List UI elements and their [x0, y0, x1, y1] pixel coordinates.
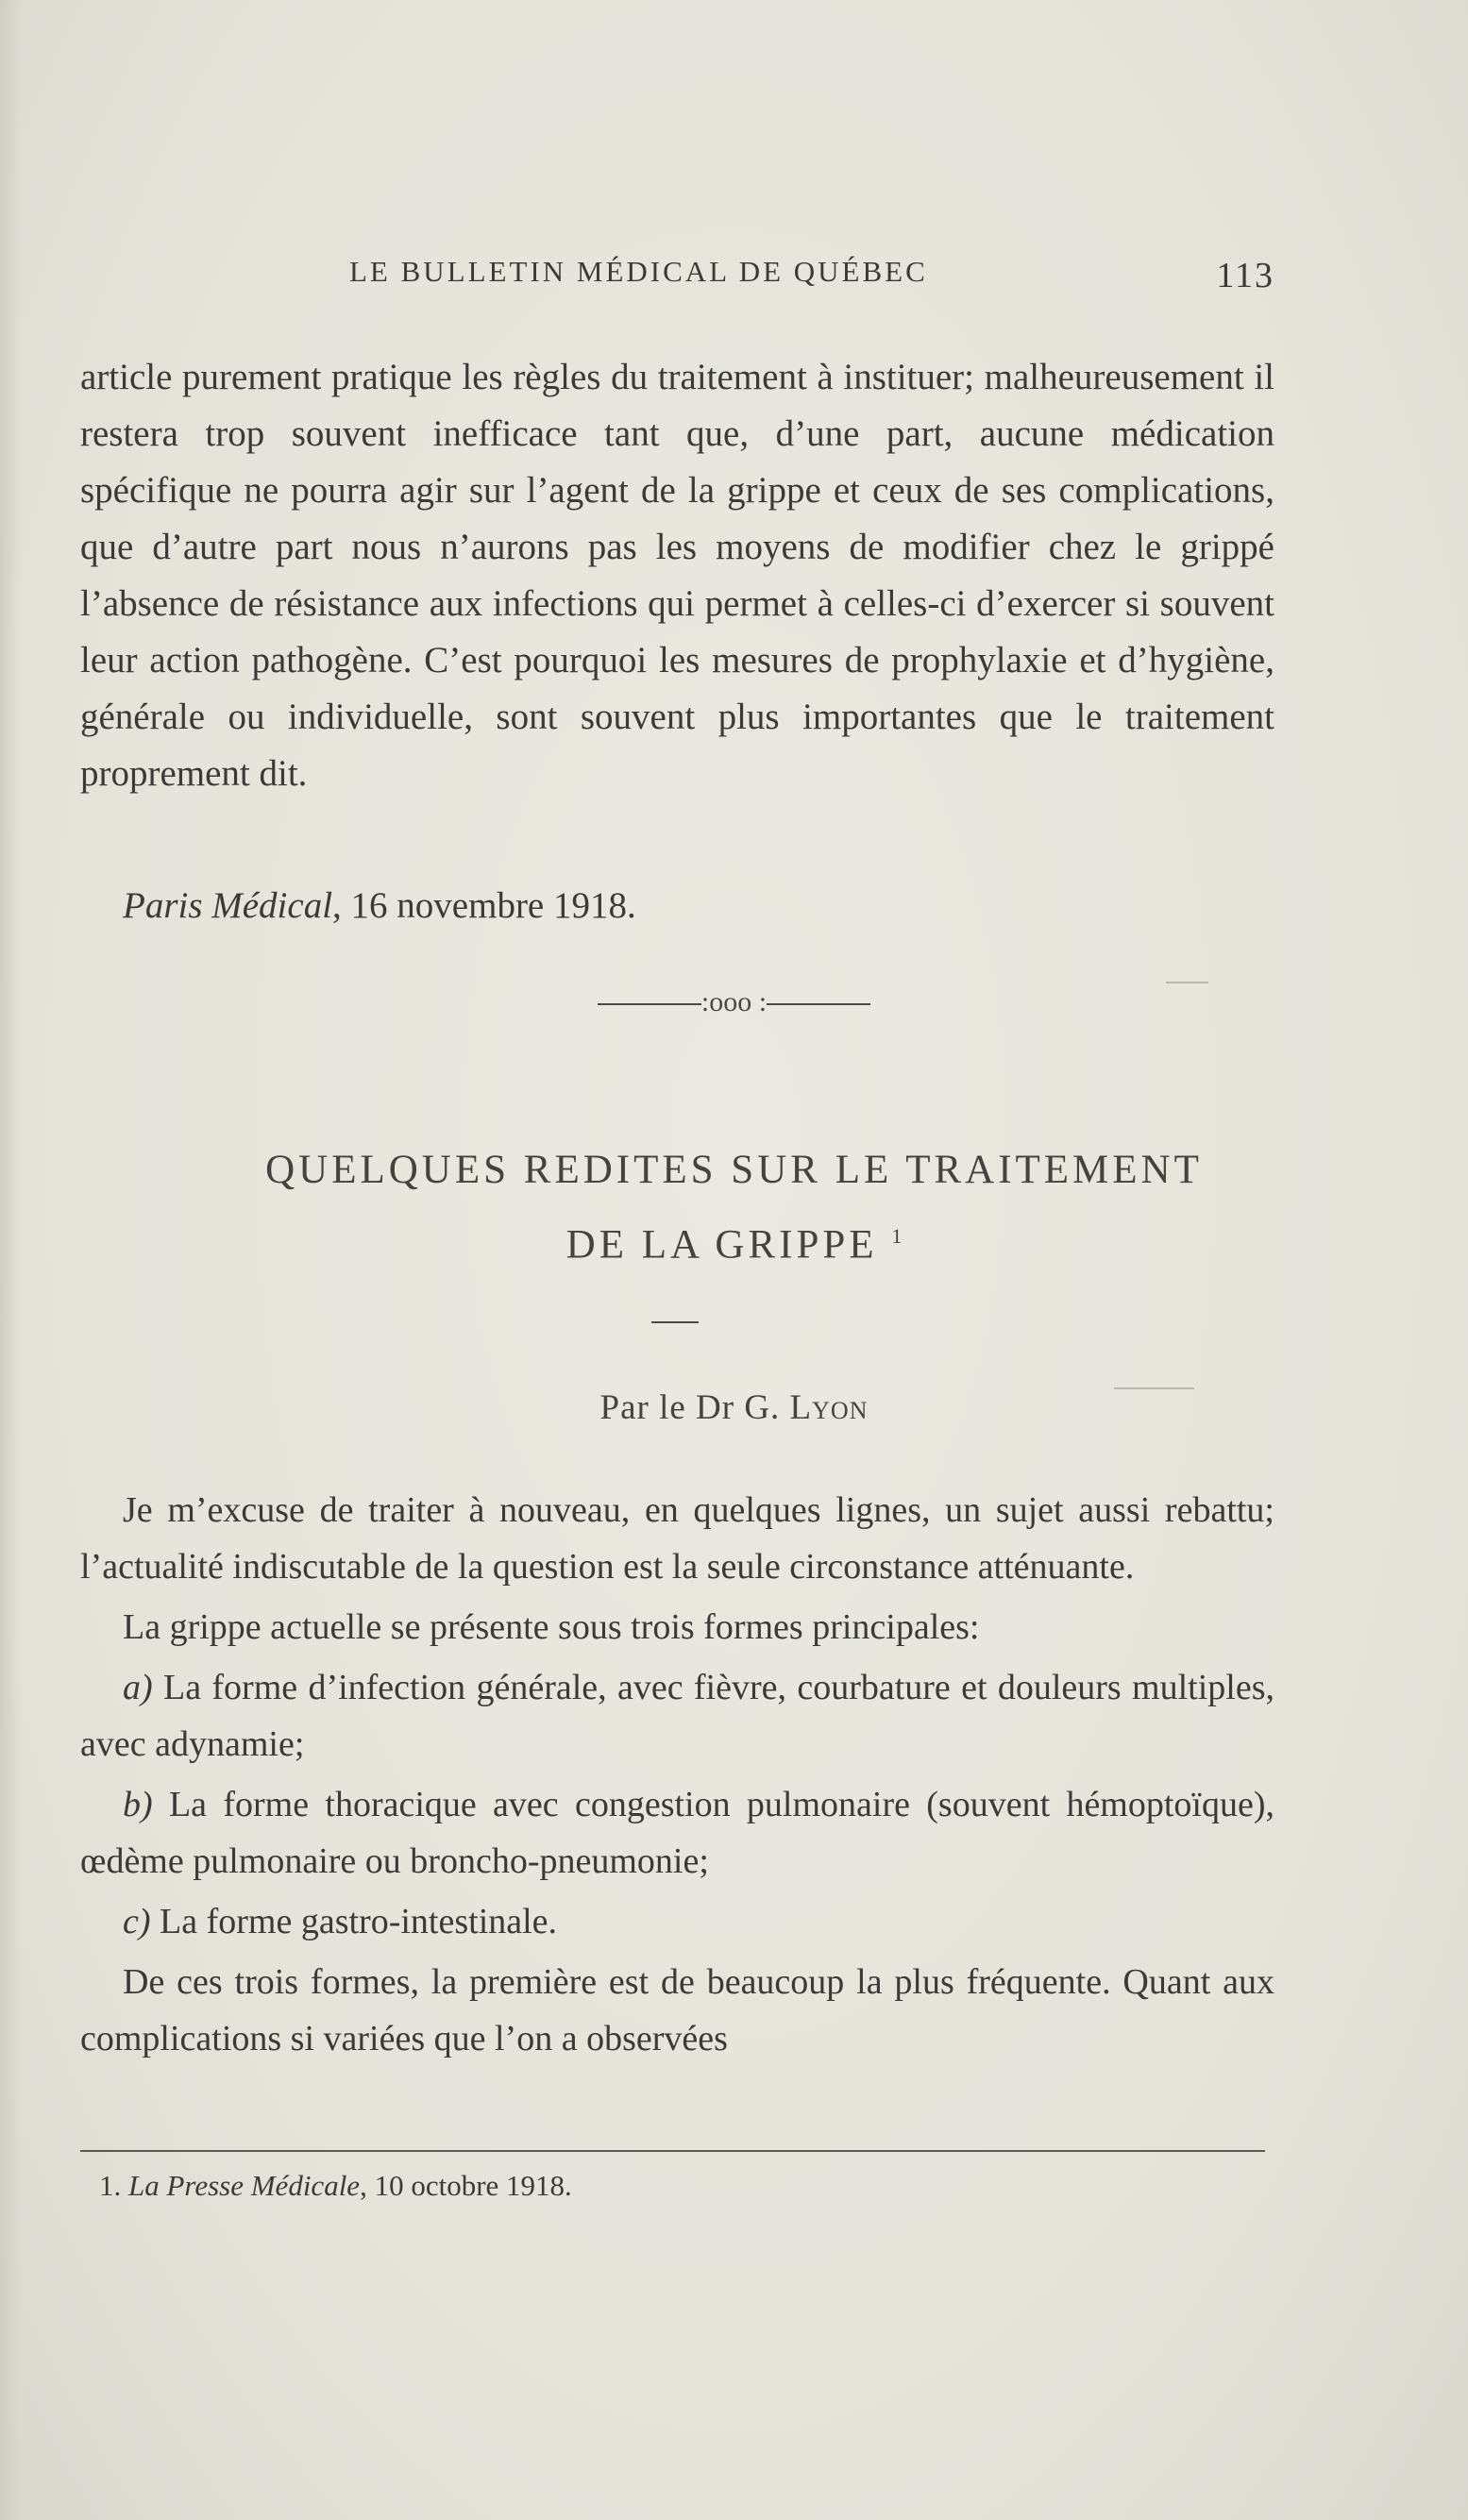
- form-c-text: La forme gastro-intestinale.: [160, 1902, 558, 1941]
- previous-article-paragraph: article purement pratique les règles du traitement à instituer; malheureusement il restera trop souvent inefficace tant que, d’une part, aucune médication spécifique ne pourra agir sur l’agent de la grippe et ceux de ses complications, que d’autre part nous n’aurons pas les moyens de modifier chez le grippé l’absence de résistance aux infections qui permet à celles-ci d’exercer si souvent leur action pathogène. C’est pourquoi les mesures de prophylaxie et d’hygiène, générale ou individuelle, sont souvent plus importantes que le traitement proprement dit.: [80, 357, 1274, 794]
- paper-speck: [1114, 1387, 1194, 1389]
- byline-author: Lyon: [789, 1388, 869, 1427]
- page-number: 113: [1216, 256, 1274, 295]
- running-title: LE BULLETIN MÉDICAL DE QUÉBEC: [349, 255, 928, 288]
- paragraph-intro: Je m’excuse de traiter à nouveau, en quelques lignes, un sujet aussi rebattu; l’actualité indiscutable de la question est la seule circonstance atténuante.: [80, 1490, 1274, 1587]
- article-title-line-2-text: DE LA GRIPPE: [565, 1222, 878, 1268]
- list-item-form-a: [80, 1659, 1274, 1772]
- byline: [0, 1387, 1468, 1428]
- separator-text: :ooo :: [700, 986, 768, 1017]
- form-b-letter: b): [123, 1785, 153, 1824]
- article-title: [0, 1137, 1468, 1278]
- list-item-form-c: [80, 1893, 1274, 1950]
- title-dash: [651, 1321, 699, 1323]
- footnote-number: 1.: [99, 2169, 122, 2202]
- section-separator: [0, 986, 1468, 1018]
- form-b-text: La forme thoracique avec congestion pulmonaire (souvent hémoptoïque), œdème pulmonaire ou broncho-pneumonie;: [80, 1785, 1274, 1881]
- previous-article-source: [123, 878, 636, 934]
- paragraph-conclusion: De ces trois formes, la première est de beaucoup la plus fréquente. Quant aux complications si variées que l’on a observées: [80, 1962, 1274, 2058]
- form-a-letter: a): [123, 1668, 153, 1707]
- footnote-journal: La Presse Médicale: [128, 2169, 361, 2202]
- article-title-line-1: QUELQUES REDITES SUR LE TRAITEMENT: [265, 1148, 1203, 1192]
- source-journal: Paris Médical: [123, 885, 333, 926]
- form-a-text: La forme d’infection générale, avec fièvre, courbature et douleurs multiples, avec adynamie;: [80, 1668, 1274, 1764]
- title-footnote-mark: 1: [891, 1224, 903, 1248]
- list-item-form-b: [80, 1776, 1274, 1890]
- paper-speck: [1166, 982, 1208, 983]
- article-body: [80, 1482, 1274, 2071]
- byline-prefix: Par le Dr G.: [599, 1388, 781, 1427]
- form-c-letter: c): [123, 1902, 151, 1941]
- article-title-line-2: [0, 1203, 1468, 1278]
- footnote-rule: [80, 2150, 1265, 2152]
- paragraph-forms-intro: La grippe actuelle se présente sous trois formes principales:: [123, 1607, 980, 1647]
- running-head: [80, 255, 1274, 302]
- footnote: [99, 2169, 572, 2203]
- source-date: , 16 novembre 1918.: [332, 885, 636, 926]
- separator-line-left: [598, 1003, 701, 1005]
- separator-line-right: [767, 1003, 870, 1005]
- footnote-date: , 10 octobre 1918.: [360, 2169, 572, 2202]
